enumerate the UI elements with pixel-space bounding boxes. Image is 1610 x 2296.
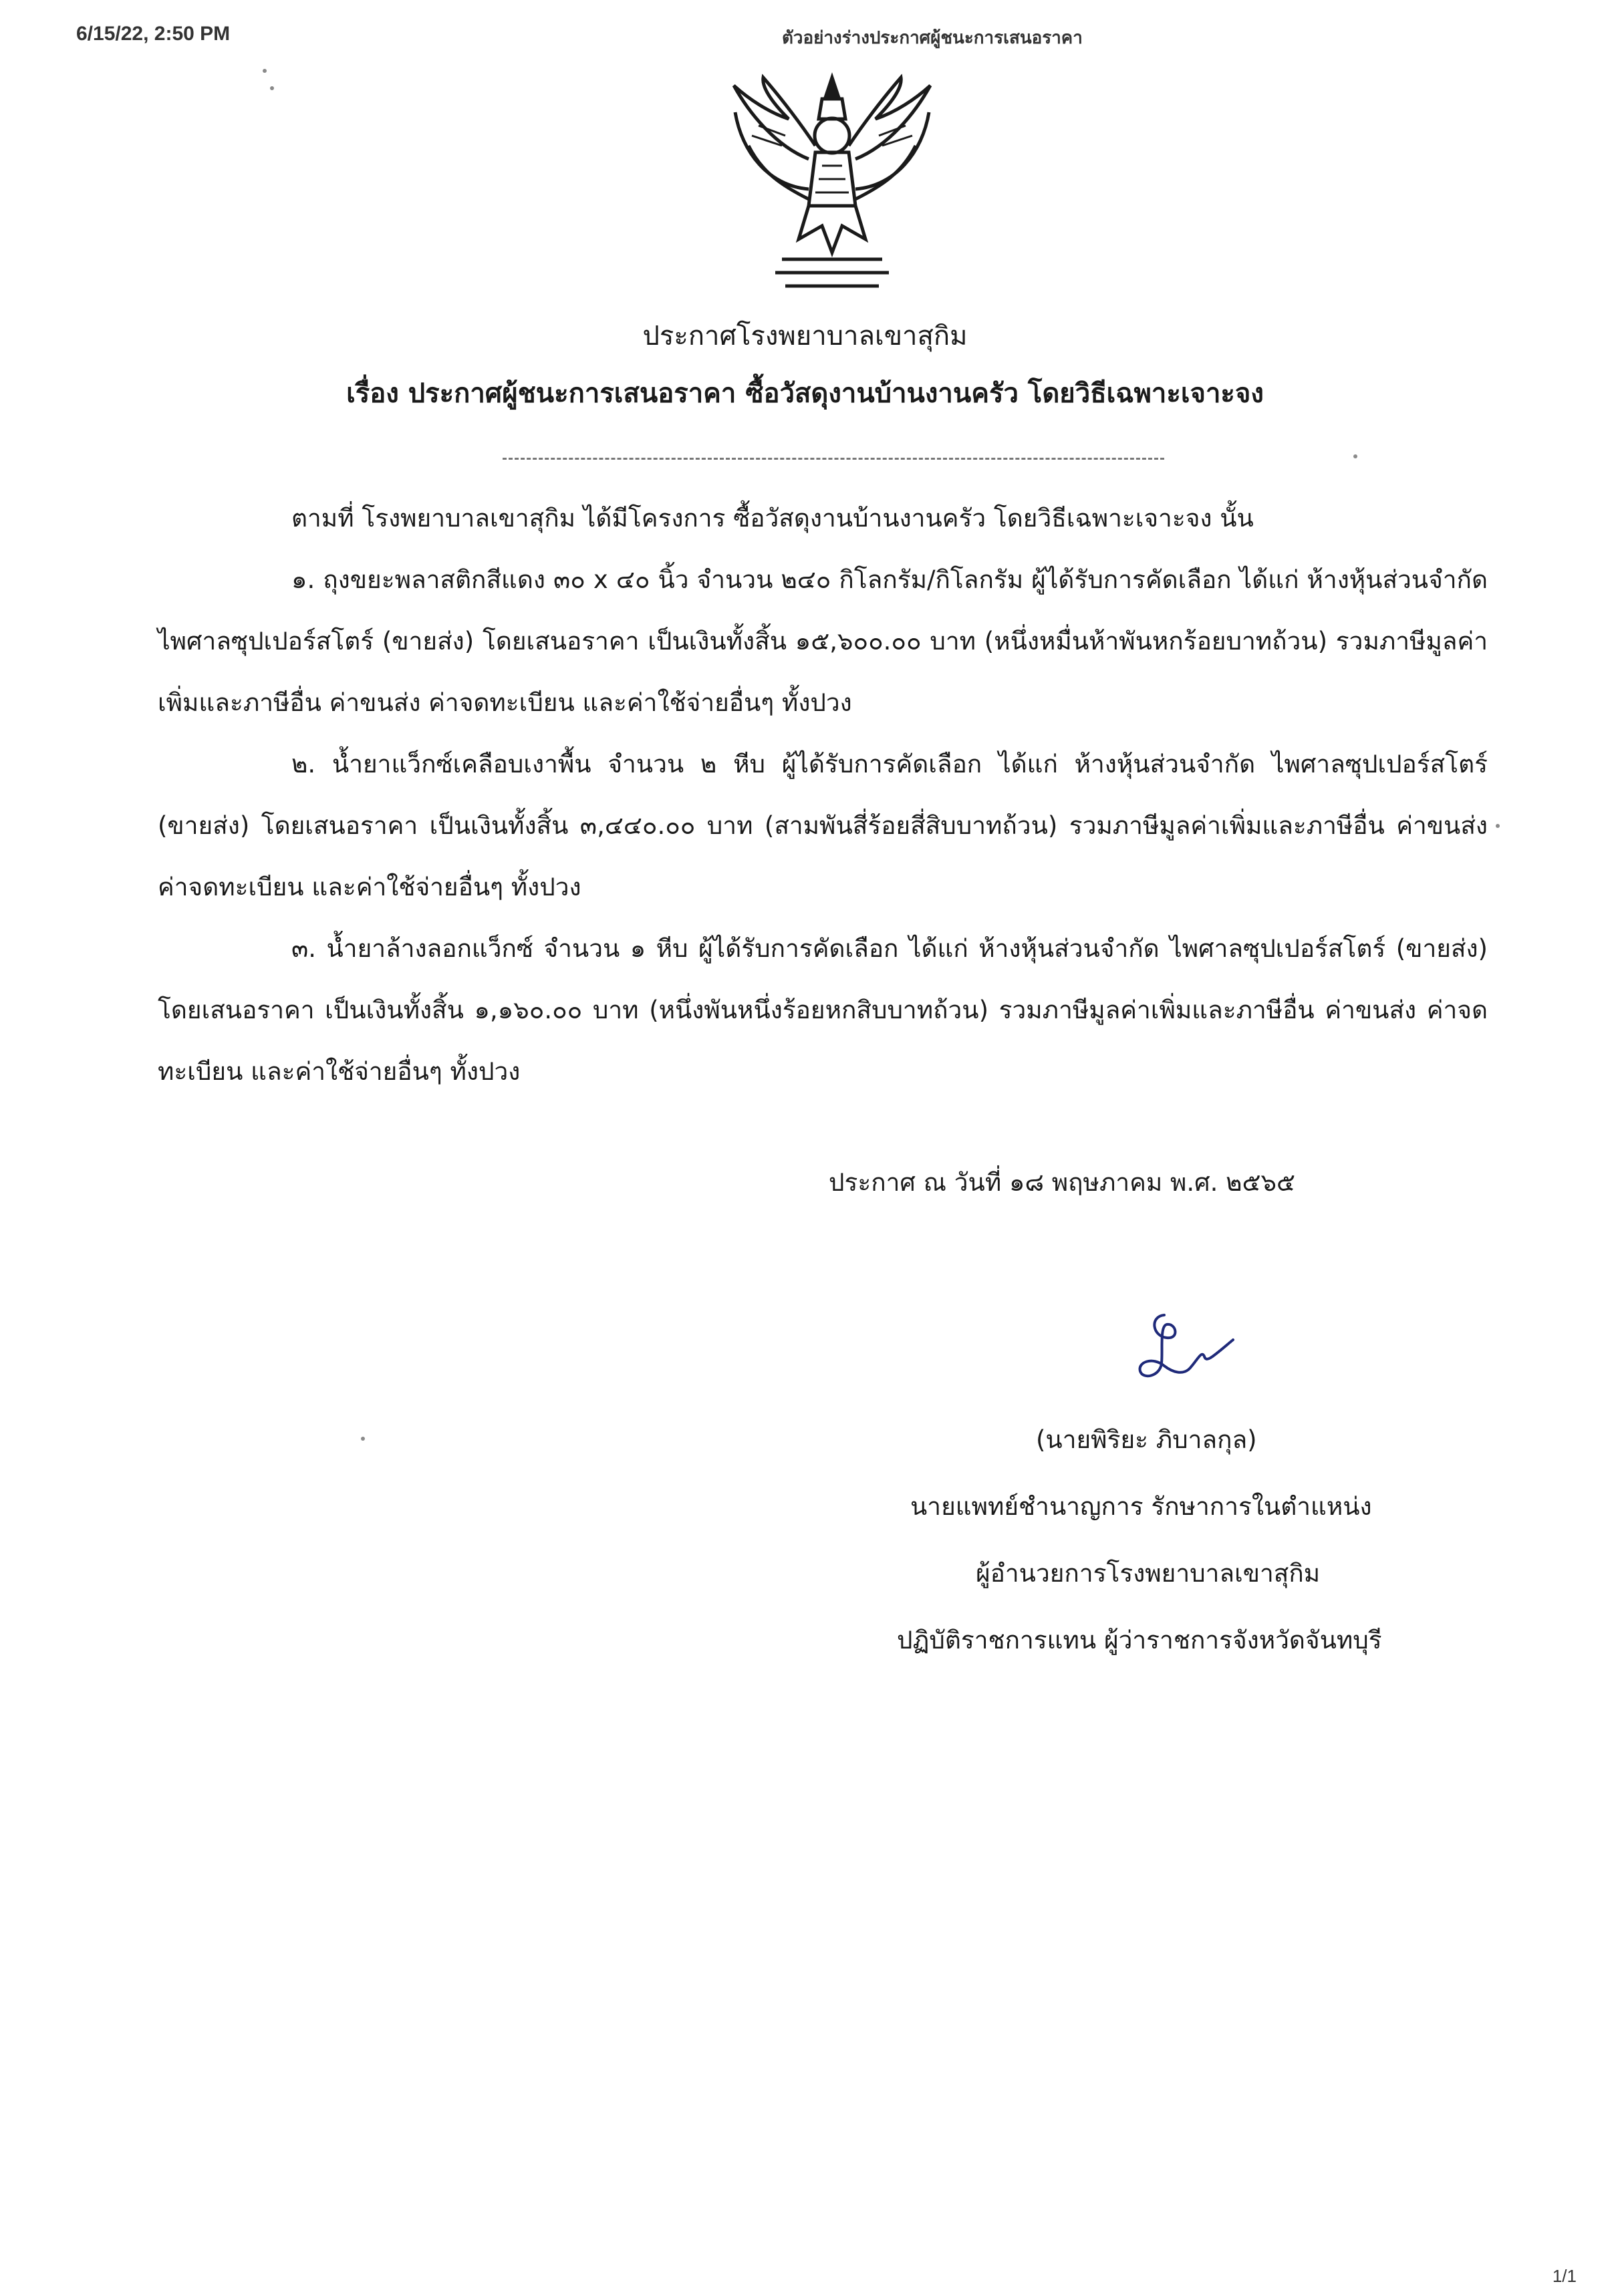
award-item-1	[158, 549, 1488, 734]
handwritten-signature-icon	[1123, 1310, 1236, 1397]
heading-divider	[503, 458, 1164, 460]
scan-speck	[361, 1437, 365, 1441]
print-document-title: ตัวอย่างร่างประกาศผู้ชนะการเสนอราคา	[782, 28, 1083, 48]
award-item-2	[158, 734, 1488, 918]
page-number: 1/1	[1552, 2266, 1577, 2286]
scan-speck	[263, 69, 267, 73]
signatory-position: ปฏิบัติราชการแทน ผู้ว่าราชการจังหวัดจันทบุรี	[897, 1626, 1382, 1655]
signatory-position: ผู้อำนวยการโรงพยาบาลเขาสุกิม	[976, 1559, 1321, 1588]
announcement-date: ประกาศ ณ วันที่ ๑๘ พฤษภาคม พ.ศ. ๒๕๖๕	[829, 1168, 1296, 1197]
announcement-subject-heading: เรื่อง ประกาศผู้ชนะการเสนอราคา ซื้อวัสดุงานบ้านงานครัว โดยวิธีเฉพาะเจาะจง	[346, 378, 1264, 409]
print-timestamp: 6/15/22, 2:50 PM	[76, 23, 231, 45]
garuda-emblem-icon	[722, 72, 942, 299]
award-item-text: ๒. น้ำยาแว็กซ์เคลือบเงาพื้น จำนวน ๒ หีบ ผู้ได้รับการคัดเลือก ได้แก่ ห้างหุ้นส่วนจำกัด ไพศาลซุปเปอร์สโตร์ (ขายส่ง) โดยเสนอราคา เป็นเงินทั้งสิ้น ๓,๔๔๐.๐๐ บาท (สามพันสี่ร้อยสี่สิบบาทถ้วน) รวมภาษีมูลค่าเพิ่มและภาษีอื่น ค่าขนส่ง ค่าจดทะเบียน และค่าใช้จ่ายอื่นๆ ทั้งปวง	[158, 750, 1488, 901]
scan-speck	[270, 86, 274, 90]
signatory-position: นายแพทย์ชำนาญการ รักษาการในตำแหน่ง	[910, 1492, 1372, 1521]
award-item-text: ๑. ถุงขยะพลาสติกสีแดง ๓๐ x ๔๐ นิ้ว จำนวน ๒๔๐ กิโลกรัม/กิโลกรัม ผู้ได้รับการคัดเลือก ได้แก่ ห้างหุ้นส่วนจำกัด ไพศาลซุปเปอร์สโตร์ (ขายส่ง) โดยเสนอราคา เป็นเงินทั้งสิ้น ๑๕,๖๐๐.๐๐ บาท (หนึ่งหมื่นห้าพันหกร้อยบาทถ้วน) รวมภาษีมูลค่าเพิ่มและภาษีอื่น ค่าขนส่ง ค่าจดทะเบียน และค่าใช้จ่ายอื่นๆ ทั้งปวง	[158, 565, 1488, 717]
signatory-name: (นายพิริยะ ภิบาลกุล)	[1036, 1425, 1257, 1454]
intro-paragraph	[158, 488, 1488, 549]
award-item-3	[158, 918, 1488, 1103]
announcement-organization-heading: ประกาศโรงพยาบาลเขาสุกิม	[642, 321, 968, 351]
award-item-text: ๓. น้ำยาล้างลอกแว็กซ์ จำนวน ๑ หีบ ผู้ได้รับการคัดเลือก ได้แก่ ห้างหุ้นส่วนจำกัด ไพศาลซุปเปอร์สโตร์ (ขายส่ง) โดยเสนอราคา เป็นเงินทั้งสิ้น ๑,๑๖๐.๐๐ บาท (หนึ่งพันหนึ่งร้อยหกสิบบาทถ้วน) รวมภาษีมูลค่าเพิ่มและภาษีอื่น ค่าขนส่ง ค่าจดทะเบียน และค่าใช้จ่ายอื่นๆ ทั้งปวง	[158, 934, 1488, 1086]
scan-speck	[1496, 824, 1500, 828]
intro-text: ตามที่ โรงพยาบาลเขาสุกิม ได้มีโครงการ ซื้อวัสดุงานบ้านงานครัว โดยวิธีเฉพาะเจาะจง นั้น	[291, 504, 1254, 533]
scan-speck	[1353, 454, 1357, 458]
